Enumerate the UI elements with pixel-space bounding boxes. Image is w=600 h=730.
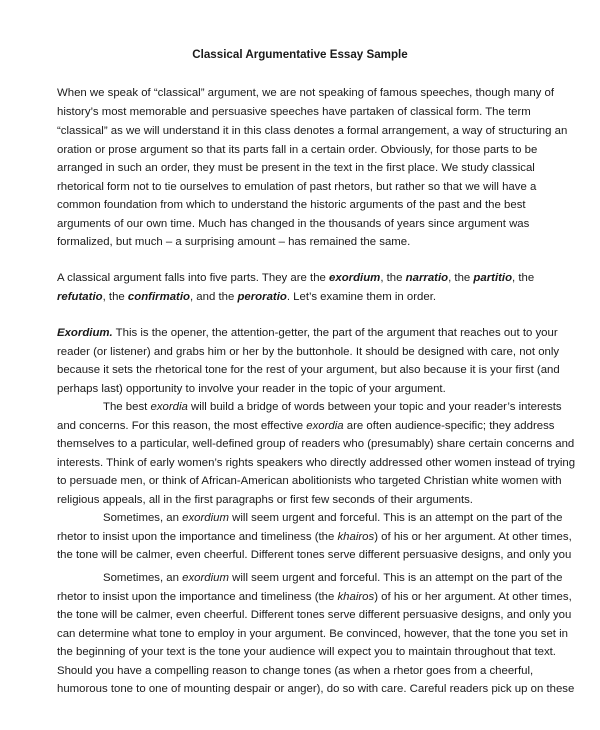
text-run: , the bbox=[380, 272, 406, 284]
term-khairos: khairos bbox=[337, 531, 375, 543]
body-line: When we speak of “classical” argument, we are not speaking of famous speeches, though many of bbox=[57, 87, 555, 99]
body-line: history’s most memorable and persuasive speeches have partaken of classical form. The term bbox=[57, 106, 531, 118]
text-run: , the bbox=[512, 272, 535, 284]
body-line: oration or prose argument so that its parts fall in a certain order. Obviously, for those parts to be bbox=[57, 144, 538, 156]
body-line: themselves to a particular, well-defined group of readers who (presumably) share certain concerns and bbox=[57, 438, 575, 450]
body-line: common foundation from which to understand the historic arguments of the past and the best bbox=[57, 199, 526, 211]
term-exordium: exordium bbox=[182, 512, 229, 524]
body-line bbox=[57, 326, 558, 340]
body-line bbox=[103, 571, 562, 585]
text-run: are often audience-specific; they address bbox=[343, 420, 555, 432]
body-line: “classical” as we will understand it in this class denotes a formal arrangement, a way of structuring an bbox=[57, 125, 568, 137]
text-run: will seem urgent and forceful. This is an attempt on the part of the bbox=[229, 512, 563, 524]
text-run: A classical argument falls into five parts. They are the bbox=[57, 272, 330, 284]
body-line: humorous tone to one of mounting despair or anger), do so with care. Careful readers pick up on these bbox=[57, 683, 575, 695]
text-run: . Let’s examine them in order. bbox=[286, 291, 437, 303]
body-line: because it sets the rhetorical tone for the rest of your argument, but also because it is your first (and bbox=[57, 364, 560, 376]
term-peroratio: peroratio bbox=[237, 291, 287, 303]
body-line bbox=[57, 290, 436, 304]
text-run: ) of his or her argument. At other times, bbox=[374, 591, 572, 603]
text-run: rhetor to insist upon the importance and timeliness (the bbox=[57, 591, 338, 603]
text-run: This is the opener, the attention-getter, the part of the argument that reaches out to your bbox=[112, 327, 558, 339]
body-line: religious appeals, all in the first paragraphs or first few seconds of their arguments. bbox=[57, 494, 473, 506]
body-line bbox=[57, 419, 554, 433]
text-run: rhetor to insist upon the importance and timeliness (the bbox=[57, 531, 338, 543]
body-line: rhetorical form not to tie ourselves to emulation of past rhetors, but rather so that we will have a bbox=[57, 181, 537, 193]
text-run: will build a bridge of words between your topic and your reader’s interests bbox=[187, 401, 562, 413]
body-line: Should you have a compelling reason to change tones (as when a rhetor goes from a cheerful, bbox=[57, 665, 534, 677]
term-exordium: exordium bbox=[329, 272, 381, 284]
text-run: ) of his or her argument. At other times, bbox=[374, 531, 572, 543]
body-line: arranged in such an order, they must be present in the text in the first place. We study classical bbox=[57, 162, 535, 174]
text-run: , the bbox=[448, 272, 474, 284]
body-line bbox=[57, 271, 534, 285]
term-khairos: khairos bbox=[337, 591, 375, 603]
text-run: Sometimes, an bbox=[103, 572, 183, 584]
body-line: arguments of our own time. Much has changed in the thousands of years since argument was bbox=[57, 218, 530, 230]
body-line: to persuade men, or think of African-American abolitionists who targeted Christian white women with bbox=[57, 475, 562, 487]
term-exordia: exordia bbox=[306, 420, 344, 432]
body-line bbox=[57, 590, 572, 604]
term-exordia: exordia bbox=[150, 401, 188, 413]
body-line: the tone will be calmer, even cheerful. Different tones serve different persuasive designs, and only you bbox=[57, 609, 572, 621]
term-refutatio: refutatio bbox=[57, 291, 103, 303]
text-run: , the bbox=[102, 291, 128, 303]
text-run: , and the bbox=[189, 291, 238, 303]
body-line: can determine what tone to employ in your argument. Be convinced, however, that the tone you set in bbox=[57, 628, 568, 640]
text-run: will seem urgent and forceful. This is an attempt on the part of the bbox=[229, 572, 563, 584]
body-line: interests. Think of early women’s rights speakers who directly addressed other women instead of trying bbox=[57, 457, 576, 469]
term-confirmatio: confirmatio bbox=[127, 291, 190, 303]
body-line: reader (or listener) and grabs him or her by the buttonhole. It should be designed with care, not only bbox=[57, 346, 560, 358]
body-line: perhaps last) opportunity to involve your reader in the topic of your argument. bbox=[57, 383, 446, 395]
text-run: The best bbox=[103, 401, 151, 413]
body-line bbox=[57, 530, 572, 544]
body-line: the tone will be calmer, even cheerful. Different tones serve different persuasive designs, and only you bbox=[57, 549, 572, 561]
text-run: and concerns. For this reason, the most effective bbox=[57, 420, 307, 432]
text-run: Sometimes, an bbox=[103, 512, 183, 524]
body-line bbox=[103, 400, 562, 414]
term-narratio: narratio bbox=[405, 272, 449, 284]
term-exordium: exordium bbox=[182, 572, 229, 584]
section-lead-exordium: Exordium. bbox=[57, 327, 113, 339]
body-line: formalized, but much – a surprising amount – has remained the same. bbox=[57, 236, 411, 248]
body-line: the beginning of your text is the tone your audience will expect you to maintain throughout that text. bbox=[57, 646, 556, 658]
page-title: Classical Argumentative Essay Sample bbox=[192, 48, 408, 61]
body-line bbox=[103, 511, 562, 525]
term-partitio: partitio bbox=[473, 272, 513, 284]
